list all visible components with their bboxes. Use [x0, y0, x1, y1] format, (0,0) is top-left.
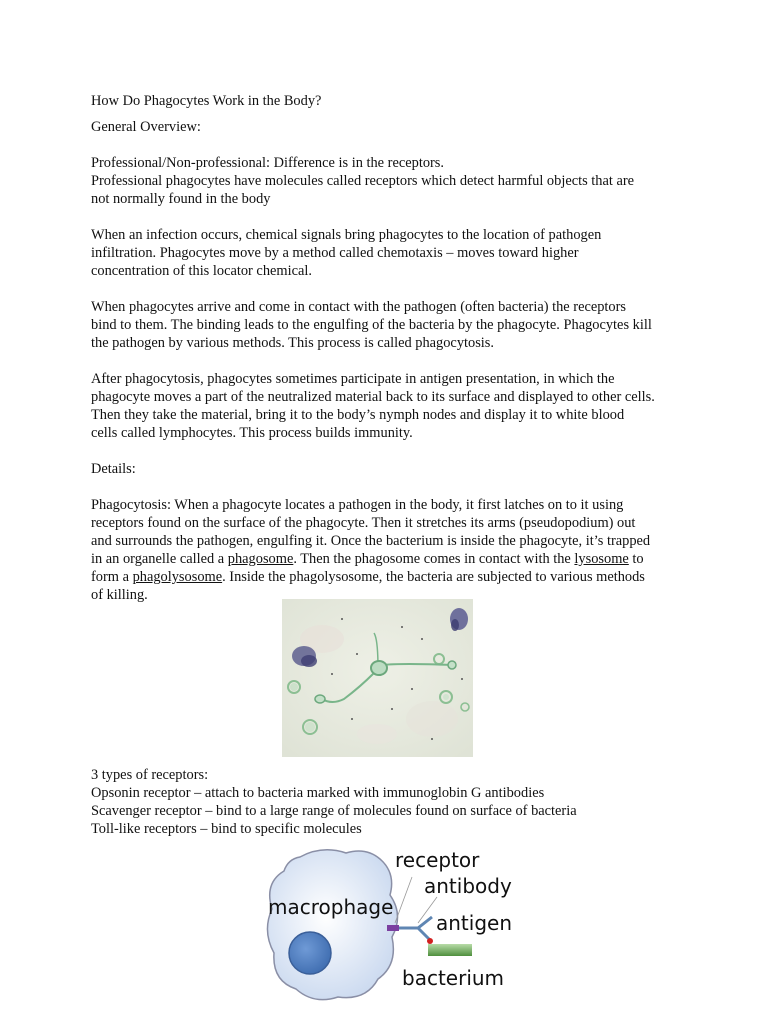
text-line: receptors found on the surface of the phagocyte. Then it stretches its arms (pseudopodium) out — [91, 515, 636, 531]
text-line: concentration of this locator chemical. — [91, 263, 312, 279]
lysosome-link[interactable]: lysosome — [574, 551, 629, 567]
text-line: Professional phagocytes have molecules called receptors which detect harmful objects that are — [91, 173, 635, 189]
phagocyte-micrograph — [282, 599, 473, 757]
text-line: not normally found in the body — [91, 191, 271, 207]
bacterium-shape — [428, 944, 472, 956]
text-fragment: to — [628, 551, 644, 567]
receptor-types-list — [91, 766, 691, 838]
text-line: of killing. — [91, 587, 148, 603]
text-line: When phagocytes arrive and come in contact with the pathogen (often bacteria) the receptors — [91, 299, 627, 315]
text-fragment: form a — [91, 569, 133, 585]
text-line: infiltration. Phagocytes move by a method called chemotaxis – moves toward higher — [91, 245, 579, 261]
antibody-label: antibody — [424, 874, 512, 898]
macrophage-diagram — [262, 843, 512, 1005]
paragraph-phagocytosis — [91, 298, 691, 352]
receptor-label: receptor — [395, 848, 480, 872]
phagosome-link[interactable]: phagosome — [227, 551, 294, 567]
text-fragment: . Then the phagosome comes in contact with the — [293, 551, 575, 567]
bacterium-label: bacterium — [402, 966, 505, 990]
text-line: the pathogen by various methods. This process is called phagocytosis. — [91, 335, 495, 351]
paragraph-phagocytosis-details — [91, 496, 691, 604]
antigen-label: antigen — [436, 911, 512, 935]
text-line: When an infection occurs, chemical signals bring phagocytes to the location of pathogen — [91, 227, 602, 243]
antigen-shape — [427, 938, 433, 944]
antibody-arm — [418, 928, 429, 939]
text-fragment: . Inside the phagolysosome, the bacteria are subjected to various methods — [222, 569, 645, 585]
phagolysosome-link[interactable]: phagolysosome — [132, 569, 223, 585]
receptor-shape — [387, 925, 399, 931]
paragraph-chemotaxis — [91, 226, 691, 280]
text-line: bind to them. The binding leads to the engulfing of the bacteria by the phagocyte. Phagocytes kill — [91, 317, 652, 333]
antibody-shape — [399, 917, 432, 928]
text-fragment: in an organelle called a — [91, 551, 228, 567]
list-item: Toll-like receptors – bind to specific molecules — [91, 821, 362, 837]
text-line — [91, 568, 691, 586]
nucleus-shape — [289, 932, 331, 974]
receptor-pointer — [395, 877, 412, 923]
text-line: Then they take the material, bring it to the body’s nymph nodes and display it to white blood — [91, 407, 625, 423]
document-body — [91, 92, 691, 604]
text-line: After phagocytosis, phagocytes sometimes participate in antigen presentation, in which the — [91, 371, 615, 387]
text-line: Phagocytosis: When a phagocyte locates a pathogen in the body, it first latches on to it using — [91, 497, 624, 513]
receptors-heading: 3 types of receptors: — [91, 767, 209, 783]
paragraph-receptors-intro — [91, 154, 691, 208]
list-item: Opsonin receptor – attach to bacteria marked with immunoglobin G antibodies — [91, 785, 545, 801]
list-item: Scavenger receptor – bind to a large range of molecules found on surface of bacteria — [91, 803, 577, 819]
text-line: and surrounds the pathogen, engulfing it. Once the bacterium is inside the phagocyte, it’s trapped — [91, 533, 651, 549]
text-line: cells called lymphocytes. This process builds immunity. — [91, 425, 413, 441]
overview-heading: General Overview: — [91, 119, 201, 135]
text-line: phagocyte moves a part of the neutralized material back to its surface and displayed to other cells. — [91, 389, 655, 405]
document-title: How Do Phagocytes Work in the Body? — [91, 93, 322, 109]
details-heading: Details: — [91, 461, 136, 477]
paragraph-antigen-presentation — [91, 370, 691, 442]
macrophage-label: macrophage — [268, 895, 394, 919]
text-line: Professional/Non-professional: Difference is in the receptors. — [91, 155, 444, 171]
macrophage-cell-shape — [267, 850, 397, 1000]
text-line — [91, 550, 691, 568]
